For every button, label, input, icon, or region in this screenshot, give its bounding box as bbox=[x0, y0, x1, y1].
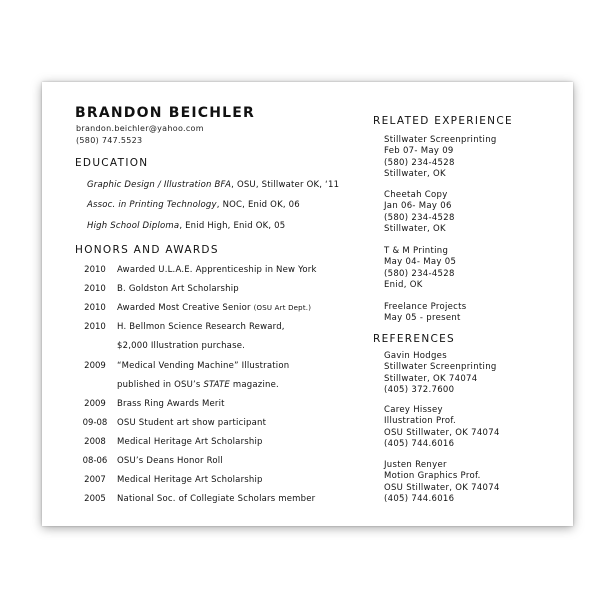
employment-dates: Feb 07- May 09 bbox=[384, 146, 454, 157]
employer-name: Stillwater Screenprinting bbox=[384, 135, 497, 145]
honors-heading: HONORS AND AWARDS bbox=[75, 244, 219, 256]
employer-location: Enid, OK bbox=[384, 280, 423, 291]
honor-year: 2010 bbox=[84, 303, 106, 313]
education-item bbox=[87, 200, 300, 210]
education-detail: , NOC, Enid OK, 06 bbox=[216, 200, 300, 210]
education-detail: , Enid High, Enid OK, 05 bbox=[179, 221, 286, 231]
experience-item bbox=[384, 190, 455, 236]
employment-dates: Jan 06- May 06 bbox=[384, 201, 452, 212]
honor-year: 2010 bbox=[84, 265, 106, 275]
reference-phone: (405) 744.6016 bbox=[384, 494, 455, 505]
education-degree: Assoc. in Printing Technology bbox=[87, 200, 217, 210]
resume-sheet bbox=[42, 82, 573, 526]
education-detail: , OSU, Stillwater OK, ‘11 bbox=[231, 180, 340, 190]
reference-name: Carey Hissey bbox=[384, 405, 443, 415]
honor-text-continued: $2,000 Illustration purchase. bbox=[117, 341, 246, 351]
honor-year: 09-08 bbox=[82, 418, 108, 428]
employer-phone: (580) 234-4528 bbox=[384, 268, 455, 279]
education-item bbox=[87, 180, 339, 190]
references-heading: REFERENCES bbox=[373, 333, 456, 345]
honor-year: 08-06 bbox=[82, 456, 108, 466]
reference-title: Motion Graphics Prof. bbox=[384, 471, 481, 482]
honor-year: 2009 bbox=[84, 361, 106, 371]
honor-year: 2010 bbox=[84, 322, 106, 332]
employer-phone: (580) 234-4528 bbox=[384, 212, 455, 223]
reference-location: OSU Stillwater, OK 74074 bbox=[384, 482, 500, 493]
reference-phone: (405) 372.7600 bbox=[384, 385, 455, 396]
honor-year: 2008 bbox=[84, 437, 106, 447]
honor-text: Awarded Most Creative Senior bbox=[117, 303, 251, 313]
experience-item bbox=[384, 302, 467, 325]
honor-text: Awarded U.L.A.E. Apprenticeship in New York bbox=[117, 265, 317, 275]
education-degree: Graphic Design / Illustration BFA bbox=[87, 180, 232, 190]
honor-note: (OSU Art Dept.) bbox=[253, 304, 312, 312]
reference-item bbox=[384, 460, 500, 506]
reference-title: Illustration Prof. bbox=[384, 416, 457, 427]
honor-text: Medical Heritage Art Scholarship bbox=[117, 437, 263, 447]
employment-dates: May 04- May 05 bbox=[384, 257, 457, 268]
honor-year: 2007 bbox=[84, 475, 106, 485]
honor-year: 2005 bbox=[84, 494, 106, 504]
employer-location: Stillwater, OK bbox=[384, 169, 446, 180]
honor-text: OSU’s Deans Honor Roll bbox=[117, 456, 223, 466]
employer-name: T & M Printing bbox=[384, 246, 449, 256]
magazine-name: STATE bbox=[203, 380, 231, 390]
reference-name: Justen Renyer bbox=[384, 460, 447, 470]
honor-text: OSU Student art show participant bbox=[117, 418, 267, 428]
education-item bbox=[87, 221, 285, 231]
reference-item bbox=[384, 351, 497, 397]
experience-item bbox=[384, 246, 456, 292]
reference-location: Stillwater, OK 74074 bbox=[384, 373, 478, 384]
experience-item bbox=[384, 135, 497, 181]
employer-name: Cheetah Copy bbox=[384, 190, 448, 200]
employment-dates: May 05 - present bbox=[384, 313, 461, 324]
reference-item bbox=[384, 405, 500, 451]
honor-text: “Medical Vending Machine” Illustration bbox=[117, 361, 290, 371]
reference-name: Gavin Hodges bbox=[384, 351, 447, 361]
honor-text: H. Bellmon Science Research Reward, bbox=[117, 322, 285, 332]
resume-name: BRANDON BEICHLER bbox=[75, 105, 256, 121]
honor-year: 2009 bbox=[84, 399, 106, 409]
honor-text-part: magazine. bbox=[230, 380, 279, 390]
email-text: brandon.beichler@yahoo.com bbox=[76, 124, 204, 133]
honor-text: Brass Ring Awards Merit bbox=[117, 399, 225, 409]
reference-title: Stillwater Screenprinting bbox=[384, 362, 497, 373]
education-heading: EDUCATION bbox=[75, 157, 149, 169]
education-degree: High School Diploma bbox=[87, 221, 180, 231]
honor-text-continued bbox=[117, 380, 279, 390]
reference-phone: (405) 744.6016 bbox=[384, 439, 455, 450]
honor-text: National Soc. of Collegiate Scholars member bbox=[117, 494, 316, 504]
honor-text-part: published in OSU’s bbox=[117, 380, 204, 390]
honor-text: Medical Heritage Art Scholarship bbox=[117, 475, 263, 485]
honor-text: B. Goldston Art Scholarship bbox=[117, 284, 239, 294]
employer-location: Stillwater, OK bbox=[384, 224, 446, 235]
honor-item bbox=[117, 303, 311, 313]
honor-year: 2010 bbox=[84, 284, 106, 294]
employer-phone: (580) 234-4528 bbox=[384, 157, 455, 168]
experience-heading: RELATED EXPERIENCE bbox=[373, 115, 513, 127]
reference-location: OSU Stillwater, OK 74074 bbox=[384, 427, 500, 438]
employer-name: Freelance Projects bbox=[384, 302, 467, 312]
phone-text: (580) 747.5523 bbox=[76, 136, 143, 145]
